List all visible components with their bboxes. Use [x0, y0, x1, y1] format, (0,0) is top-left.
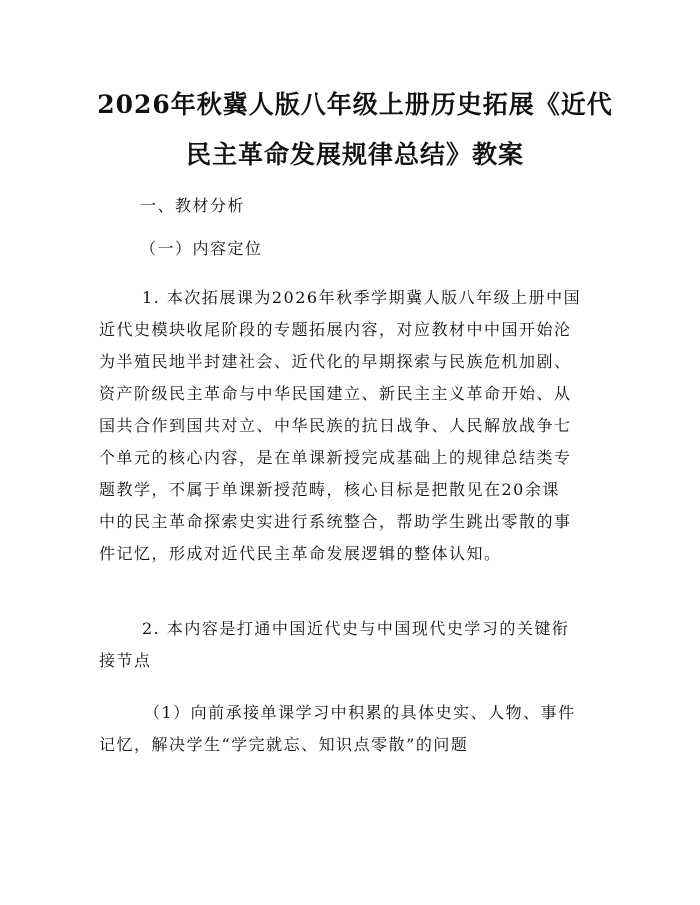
paragraph-line: 1. 本次拓展课为2026年秋季学期冀人版八年级上册中国	[142, 288, 582, 307]
paragraph-line: （1）向前承接单课学习中积累的具体史实、人物、事件	[144, 703, 576, 722]
paragraph-line: 记忆，解决学生“学完就忘、知识点零散”的问题	[99, 735, 469, 754]
paragraph-line: 国共合作到国共对立、中华民族的抗日战争、人民解放战争七	[99, 416, 572, 435]
paragraph-line: 2. 本内容是打通中国近代史与中国现代史学习的关键衔	[142, 619, 570, 638]
title-line-2: 民主革命发展规律总结》教案	[185, 140, 524, 169]
title-line-1: 2026年秋冀人版八年级上册历史拓展《近代	[97, 90, 613, 119]
paragraph-item-1	[99, 282, 599, 570]
section-heading: 一、教材分析	[140, 196, 246, 215]
document-title	[95, 80, 615, 180]
paragraph-line: 件记忆，形成对近代民主革命发展逻辑的整体认知。	[99, 544, 502, 563]
subsection-heading: （一）内容定位	[140, 239, 263, 258]
paragraph-line: 题教学，不属于单课新授范畴，核心目标是把散见在20余课	[99, 480, 560, 499]
paragraph-line: 为半殖民地半封建社会、近代化的早期探索与民族危机加剧、	[99, 352, 572, 371]
paragraph-line: 中的民主革命探索史实进行系统整合，帮助学生跳出零散的事	[99, 512, 572, 531]
paragraph-line: 资产阶级民主革命与中华民国建立、新民主主义革命开始、从	[99, 384, 572, 403]
paragraph-item-2	[99, 613, 599, 677]
paragraph-line: 近代史模块收尾阶段的专题拓展内容，对应教材中中国开始沦	[99, 320, 572, 339]
paragraph-line: 个单元的核心内容，是在单课新授完成基础上的规律总结类专	[99, 448, 572, 467]
paragraph-item-2-1	[99, 697, 599, 761]
paragraph-line: 接节点	[99, 651, 152, 670]
